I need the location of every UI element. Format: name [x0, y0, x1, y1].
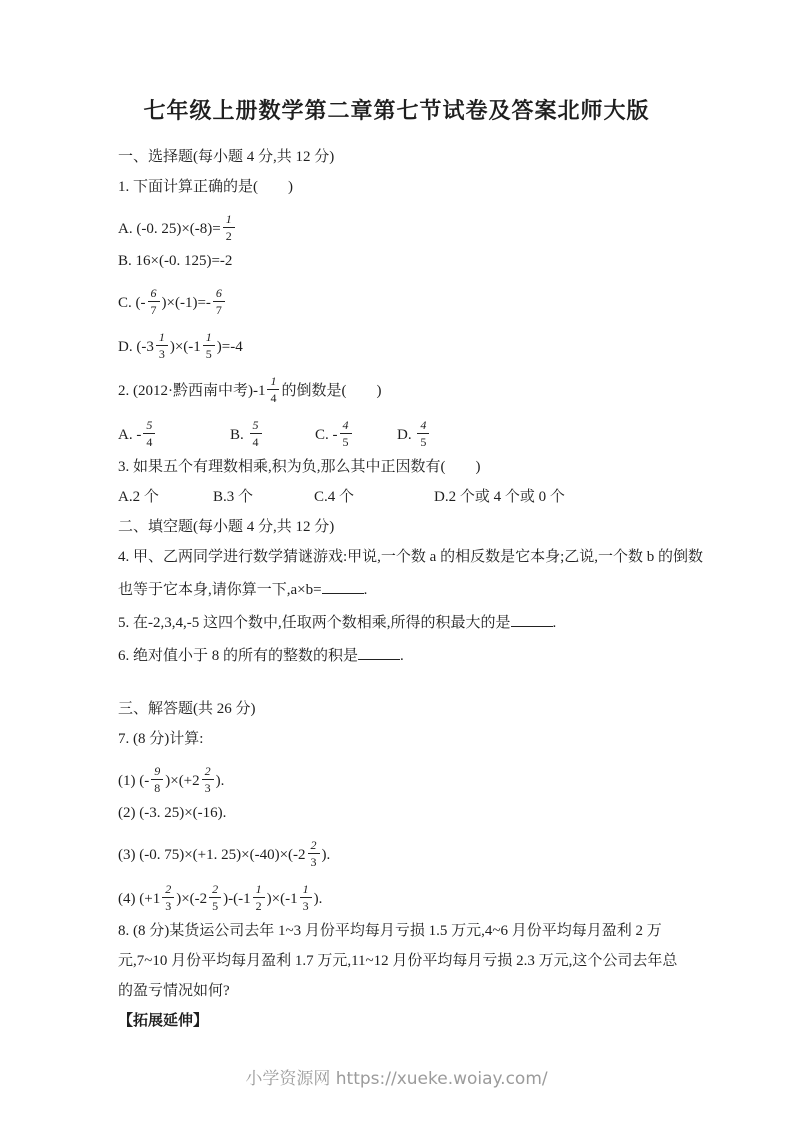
fraction [250, 419, 262, 449]
text-run: 7. (8 分)计算: [118, 731, 204, 747]
text-run: 5. 在-2,3,4,-5 这四个数中,任取两个数相乘,所得的积最大的是 [118, 615, 511, 631]
text-run: 4. 甲、乙两同学进行数学猜谜游戏:甲说,一个数 a 的相反数是它本身;乙说,一个数 b 的倒数 [118, 549, 703, 565]
q8-line1 [118, 922, 693, 941]
fraction-denominator: 5 [212, 898, 219, 913]
fraction-denominator: 2 [255, 898, 262, 913]
fraction-denominator: 8 [154, 780, 161, 795]
text-run: (2) (-3. 25)×(-16). [118, 805, 227, 821]
fraction-numerator: 2 [162, 883, 174, 898]
fraction [308, 839, 320, 869]
text-run: 也等于它本身,请你算一下,a×b= [118, 582, 322, 598]
option-cell [230, 414, 315, 456]
option-cell [118, 488, 213, 507]
option-cell [314, 488, 434, 507]
fraction-denominator: 5 [205, 346, 212, 361]
q2-options [118, 414, 693, 456]
q7-part3 [118, 834, 693, 876]
fraction-numerator: 2 [202, 765, 214, 780]
section-fill-header [118, 518, 693, 537]
q7-stem [118, 730, 693, 749]
text-run: )×(-1 [169, 339, 201, 355]
text-run: ). [215, 773, 225, 789]
text-run: 8. (8 分)某货运公司去年 1~3 月份平均每月亏损 1.5 万元,4~6 月份平均每月盈利 2 万 [118, 923, 662, 939]
fraction-numerator: 2 [209, 883, 221, 898]
q7-part2 [118, 804, 693, 823]
fraction-denominator: 4 [252, 434, 259, 449]
text-run: 一、选择题(每小题 4 分,共 12 分) [118, 149, 335, 165]
fraction-numerator: 1 [267, 375, 279, 390]
text-run: . [363, 582, 368, 598]
text-run: A. - [118, 427, 142, 443]
fraction-numerator: 1 [156, 331, 168, 346]
option-cell [118, 414, 230, 456]
text-run: . [552, 615, 557, 631]
fraction-denominator: 5 [342, 434, 349, 449]
extension-label [118, 1012, 693, 1031]
page-title: 七年级上册数学第二章第七节试卷及答案北师大版 [143, 98, 650, 123]
text-run: 的盈亏情况如何? [118, 983, 230, 999]
fraction [223, 213, 235, 243]
text-run: )-(-1 [223, 891, 251, 907]
text-run: )×(-1)=- [161, 295, 211, 311]
fraction [267, 375, 279, 405]
q1-stem [118, 178, 693, 197]
option-cell [397, 414, 431, 456]
q1-option-a [118, 208, 693, 250]
text-run: ). [313, 891, 323, 907]
fraction-denominator: 3 [204, 780, 211, 795]
text-run: (1) (- [118, 773, 150, 789]
q2-stem [118, 370, 693, 412]
fraction [209, 883, 221, 913]
fraction [151, 765, 163, 795]
fraction-numerator: 1 [253, 883, 265, 898]
fraction-numerator: 1 [300, 883, 312, 898]
fraction [340, 419, 352, 449]
fraction-numerator: 4 [340, 419, 352, 434]
text-run: . [400, 648, 404, 664]
text-run: C. - [315, 427, 338, 443]
fraction-denominator: 2 [225, 228, 232, 243]
document-body [0, 148, 793, 1031]
fraction-denominator: 4 [270, 390, 277, 405]
fraction-numerator: 6 [148, 287, 160, 302]
text-run: 的倒数是( ) [281, 383, 382, 399]
q7-part1 [118, 760, 693, 802]
option-cell [434, 488, 565, 507]
fraction-numerator: 9 [151, 765, 163, 780]
text-run: )×(+2 [165, 773, 200, 789]
q5-stem [118, 611, 693, 633]
text-run: )=-4 [216, 339, 243, 355]
text-run: A.2 个 [118, 489, 159, 505]
q1-option-b [118, 252, 693, 271]
text-run: B.3 个 [213, 489, 254, 505]
text-run: 2. (2012·黔西南中考)-1 [118, 383, 266, 399]
text-run: )×(-1 [266, 891, 298, 907]
text-run: )×(-2 [176, 891, 208, 907]
fraction [162, 883, 174, 913]
section-solve-header [118, 700, 693, 719]
fraction [143, 419, 155, 449]
fraction-numerator: 5 [143, 419, 155, 434]
fraction [417, 419, 429, 449]
fraction-denominator: 7 [150, 302, 157, 317]
q8-line2 [118, 952, 693, 971]
q1-option-c [118, 282, 693, 324]
text-run: ). [321, 847, 331, 863]
q4-line1 [118, 548, 703, 567]
text-run: 元,7~10 月份平均每月盈利 1.7 万元,11~12 月份平均每月亏损 2.3 万元,这个公司去年总 [118, 953, 678, 969]
fraction [148, 287, 160, 317]
option-cell [213, 488, 314, 507]
text-run: 【拓展延伸】 [118, 1013, 209, 1029]
fraction-numerator: 1 [223, 213, 235, 228]
text-run: 二、填空题(每小题 4 分,共 12 分) [118, 519, 335, 535]
q3-options [118, 488, 693, 507]
text-run: B. 16×(-0. 125)=-2 [118, 253, 233, 269]
text-run: D. [397, 427, 416, 443]
text-run: 三、解答题(共 26 分) [118, 701, 256, 717]
q8-line3 [118, 982, 693, 1001]
fraction [213, 287, 225, 317]
text-run: (3) (-0. 75)×(+1. 25)×(-40)×(-2 [118, 847, 306, 863]
option-cell [315, 414, 397, 456]
text-run: D. (-3 [118, 339, 154, 355]
fraction-numerator: 5 [250, 419, 262, 434]
fraction [253, 883, 265, 913]
q6-stem [118, 644, 693, 666]
fraction-denominator: 5 [420, 434, 427, 449]
section-choice-header [118, 148, 693, 167]
footer-watermark: 小学资源网 https://xueke.woiay.com/ [245, 1069, 548, 1089]
fraction [156, 331, 168, 361]
fraction [202, 765, 214, 795]
gap-before-section-three [118, 677, 693, 700]
fraction-denominator: 3 [165, 898, 172, 913]
text-run: D.2 个或 4 个或 0 个 [434, 489, 565, 505]
q4-line2 [118, 578, 693, 600]
text-run: 1. 下面计算正确的是( ) [118, 179, 293, 195]
text-run: 3. 如果五个有理数相乘,积为负,那么其中正因数有( ) [118, 459, 481, 475]
text-run: (4) (+1 [118, 891, 161, 907]
text-run: C.4 个 [314, 489, 355, 505]
answer-blank [511, 611, 553, 627]
q7-part4 [118, 878, 693, 920]
text-run: A. (-0. 25)×(-8)= [118, 221, 221, 237]
q1-option-d [118, 326, 693, 368]
answer-blank [322, 578, 364, 594]
fraction-denominator: 7 [215, 302, 222, 317]
fraction-numerator: 6 [213, 287, 225, 302]
fraction-numerator: 2 [308, 839, 320, 854]
fraction-denominator: 3 [158, 346, 165, 361]
fraction-denominator: 4 [146, 434, 153, 449]
text-run: C. (- [118, 295, 146, 311]
fraction-denominator: 3 [310, 854, 317, 869]
q3-stem [118, 458, 693, 477]
fraction-denominator: 3 [302, 898, 309, 913]
fraction [300, 883, 312, 913]
answer-blank [358, 644, 400, 660]
text-run: B. [230, 427, 248, 443]
fraction-numerator: 1 [203, 331, 215, 346]
text-run: 6. 绝对值小于 8 的所有的整数的积是 [118, 648, 359, 664]
fraction-numerator: 4 [417, 419, 429, 434]
fraction [203, 331, 215, 361]
